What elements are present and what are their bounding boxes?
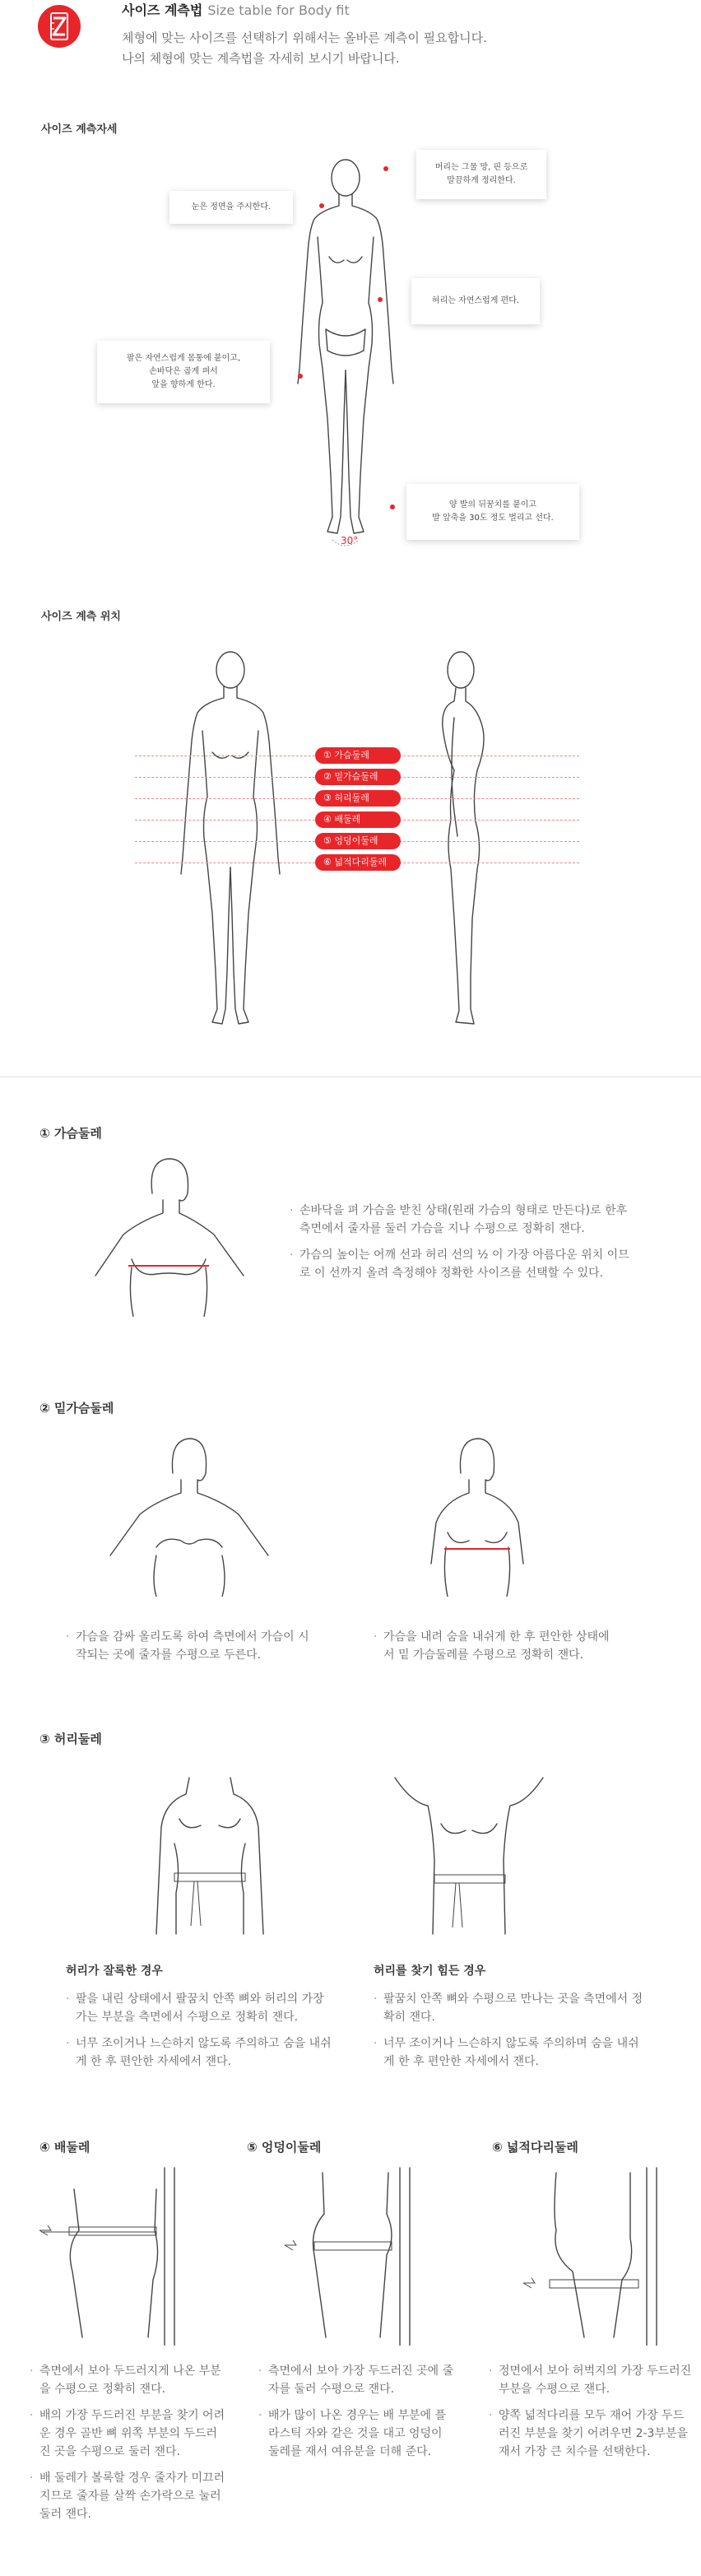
label-chest: ① 가슴둘레 [315,747,401,764]
waist-marker [378,297,383,302]
bullet: · 손바닥을 펴 가슴을 받친 상태(원래 가슴의 형태로 만든다)로 한후 측면에서 줄자를 둘러 가슴을 지나 수평으로 정확히 잰다. [290,1202,635,1238]
note-eyes: 눈은 정면을 주시한다. [169,191,293,224]
waist-section-title: ③ 허리둘레 [39,1732,102,1746]
hip-section-title: ⑤ 엉덩이둘레 [247,2140,322,2155]
bullet: · 가슴의 높이는 어깨 선과 허리 선의 ½ 이 가장 아름다운 위치 이므로 이 선까지 올려 측정해야 정확한 사이즈를 선택할 수 있다. [290,1246,635,1282]
belly-section-title: ④ 배둘레 [39,2140,91,2155]
underbust-figure-left [99,1432,280,1597]
arm-marker [298,374,303,379]
waist-figure-left [140,1769,280,1942]
bullet: · 측면에서 보아 가장 두드러진 곳에 줄자를 둘러 수평으로 잰다. [258,2362,456,2398]
note-waist: 허리는 자연스럽게 편다. [411,278,540,324]
bullet: · 가슴을 감싸 올리도록 하여 측면에서 가슴이 시작되는 곳에 줄자를 수평으로 두른다. [66,1628,313,1664]
eyes-marker [319,203,324,208]
position-section-title: 사이즈 계측 위치 [41,611,121,623]
underbust-left-bullets [66,1628,313,1672]
size-logo [38,5,81,48]
underbust-right-bullets [374,1628,620,1672]
belly-figure [33,2164,206,2346]
underbust-figure-right [403,1432,551,1597]
underbust-section-title: ② 밑가슴둘레 [39,1401,114,1416]
foot-marker [390,505,395,509]
bullet: · 배 둘레가 볼록할 경우 줄자가 미끄러지므로 줄자를 살짝 손가락으로 눌러 둘러 잰다. [30,2469,227,2523]
bullet: · 팔을 내린 상태에서 팔꿈치 안쪽 뼈와 허리의 가장 가는 부분을 측면에서 수평으로 정확히 잰다. [66,1990,337,2026]
label-underbust: ② 밑가슴둘레 [315,769,401,785]
title-ko: 사이즈 계측법 [122,2,203,18]
label-thigh: ⑥ 넓적다리둘레 [315,854,401,871]
posture-section-title: 사이즈 계측자세 [41,123,118,136]
chest-figure [91,1152,247,1317]
bullet: · 너무 조이거나 느슨하지 않도록 주의하고 숨을 내쉬게 한 후 편안한 자세에서 잰다. [66,2034,337,2071]
belly-bullets [30,2362,227,2532]
label-waist: ③ 허리둘레 [315,790,401,807]
hair-marker [383,166,388,171]
waist-right-subtitle: 허리를 찾기 힘든 경우 [374,1965,486,1978]
note-hair: 머리는 그물 망, 핀 등으로 말끔하게 정리한다. [416,150,546,199]
bullet: · 너무 조이거나 느슨하지 않도록 주의하며 숨을 내쉬게 한 후 편안한 자세에서 잰다. [374,2034,645,2071]
title-en: Size table for Body fit [207,2,350,18]
measure-tape-icon [38,5,81,48]
page-title [122,0,350,19]
bullet: · 가슴을 내려 숨을 내쉬게 한 후 편안한 상태에서 밑 가슴둘레를 수평으로 정확히 잰다. [374,1628,620,1664]
page-description [122,28,648,69]
note-foot: 양 발의 뒤꿈치를 붙이고 발 앞축을 30도 정도 벌리고 선다. [406,484,579,540]
bullet: · 양쪽 넓적다리를 모두 재어 가장 두드러진 부분을 찾기 어려우면 2-3부분을 재서 가장 큰 치수를 선택한다. [489,2406,694,2461]
section-divider [0,1076,701,1077]
bullet: · 배가 많이 나온 경우는 배 부분에 플라스틱 자와 같은 것을 대고 엉덩이 둘레를 재서 여유분을 더해 준다. [258,2406,456,2461]
waist-figure-right [387,1769,551,1942]
foot-angle-label: 30° [341,535,359,546]
waist-left-subtitle: 허리가 잘록한 경우 [66,1965,163,1978]
thigh-bullets [489,2362,694,2469]
hip-bullets [258,2362,456,2469]
chest-section-title: ① 가슴둘레 [39,1126,102,1141]
description-line: 체형에 맞는 사이즈를 선택하기 위해서는 올바른 계측이 필요합니다. [122,30,487,45]
hip-figure [260,2164,433,2346]
description-line: 나의 체형에 맞는 계측법을 자세히 보시기 바랍니다. [122,51,400,66]
bullet: · 정면에서 보아 허벅지의 가장 두드러진 부분을 수평으로 잰다. [489,2362,694,2398]
chest-bullets [290,1202,635,1290]
label-hip: ⑤ 엉덩이둘레 [315,833,401,849]
note-arm: 팔은 자연스럽게 몸통에 붙이고, 손바닥은 곱게 펴서 앞을 향하게 한다. [97,341,270,403]
label-belly: ④ 배둘레 [315,811,401,828]
waist-left-bullets [66,1990,337,2079]
bullet: · 팔꿈치 안쪽 뼈와 수평으로 만나는 곳을 측면에서 정확히 잰다. [374,1990,645,2026]
thigh-section-title: ⑥ 넓적다리둘레 [492,2140,578,2155]
waist-right-bullets [374,1990,645,2079]
thigh-figure [507,2164,680,2346]
bullet: · 측면에서 보아 두드러지게 나온 부분을 수평으로 정확히 잰다. [30,2362,227,2398]
bullet: · 배의 가장 두드러진 부분을 찾기 어려운 경우 골반 뼈 위쪽 부분의 두드러진 곳을 수평으로 둘러 잰다. [30,2406,227,2461]
posture-figure [280,155,411,550]
